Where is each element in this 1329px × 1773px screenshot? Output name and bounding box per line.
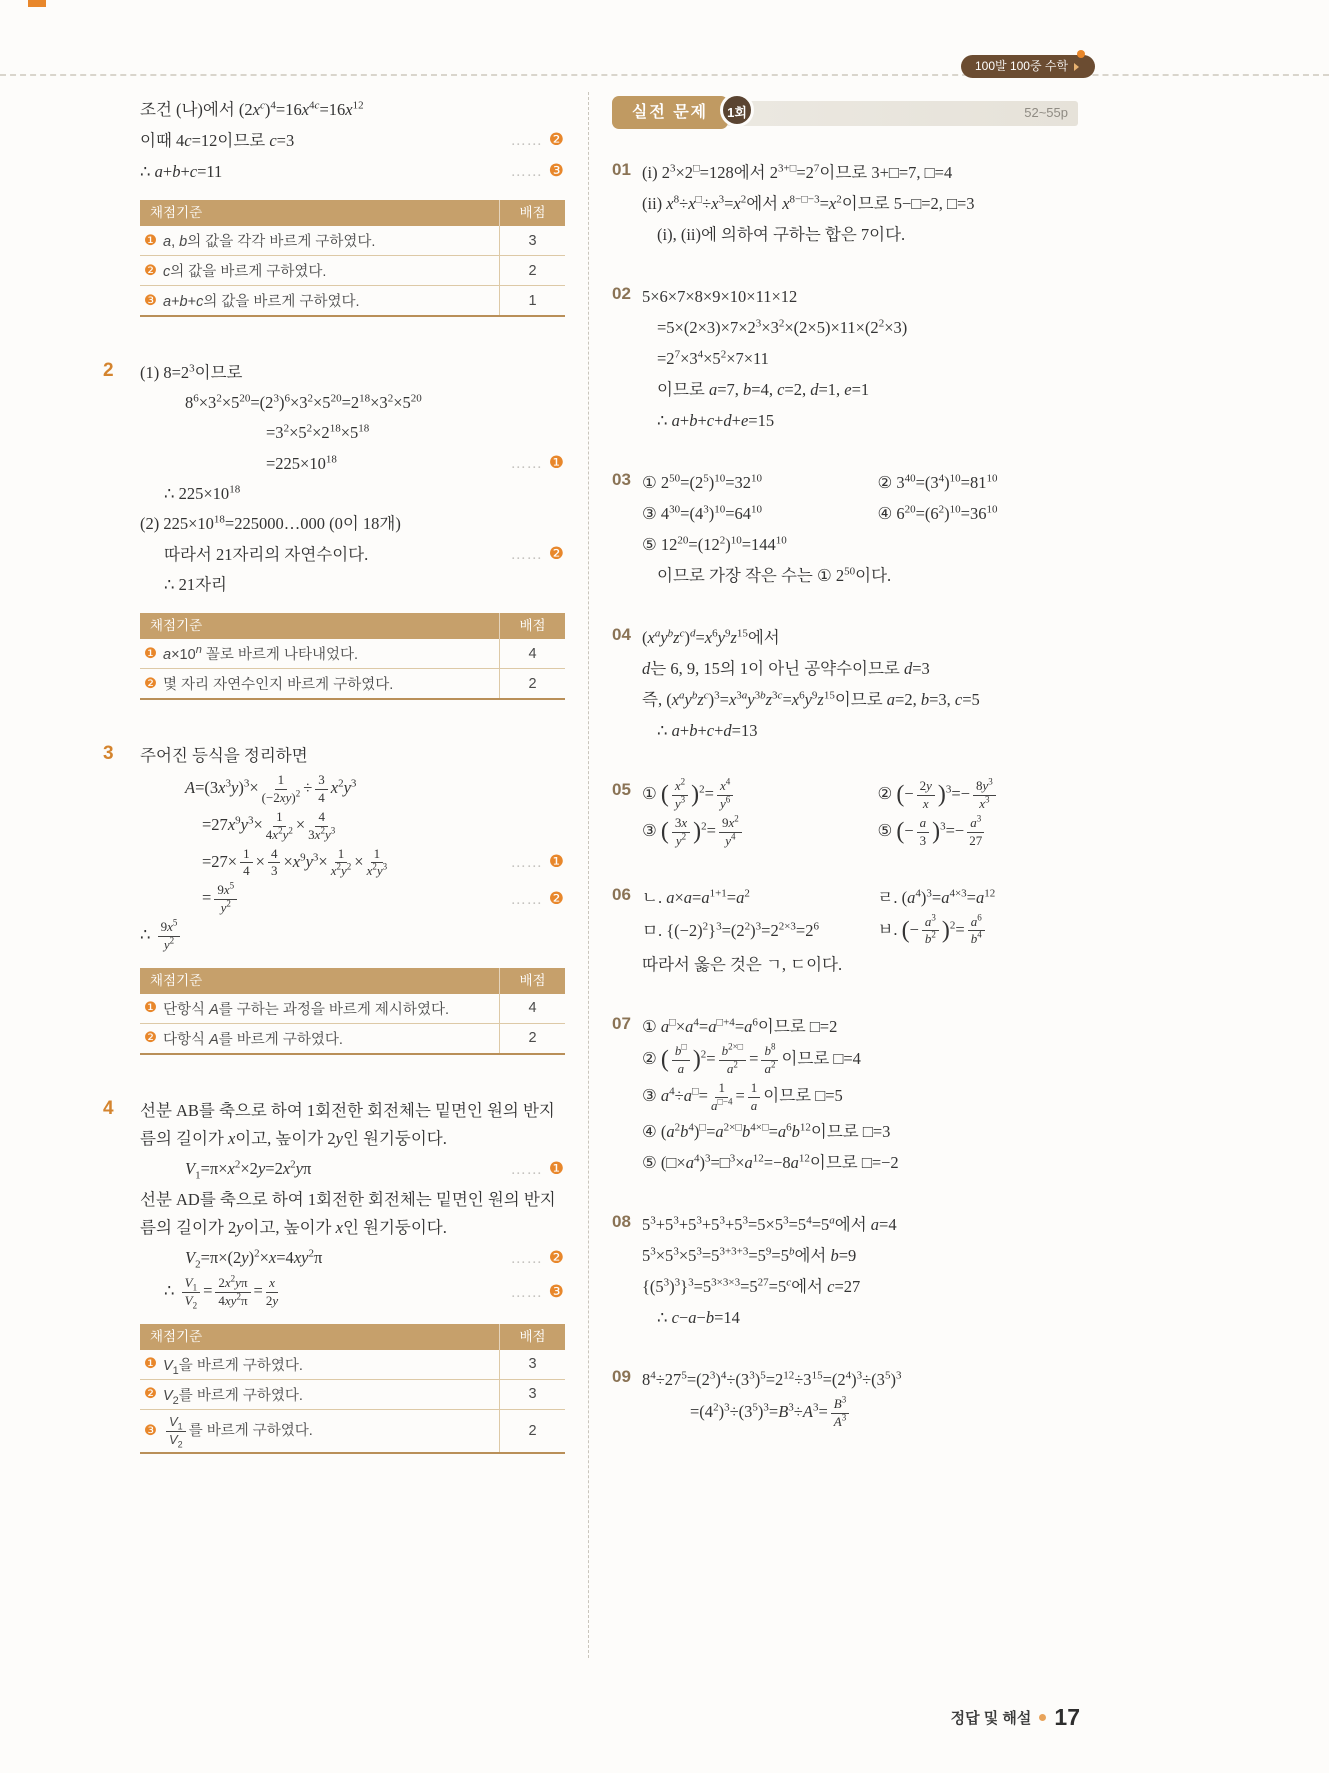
math-expression: ② (− $\frac{2y}{x}$ )$^3$=− $\frac{8y^3}{x^3}$ bbox=[877, 778, 1078, 813]
solution-line bbox=[642, 685, 1078, 714]
solution-content bbox=[642, 1210, 1078, 1334]
practice-problem bbox=[612, 883, 1078, 982]
math-expression: $(x^ay^bz^c)^d=x^6y^9z^{15}$에서 bbox=[642, 627, 780, 647]
solution-content bbox=[140, 96, 565, 188]
solution-line bbox=[642, 313, 1078, 342]
math-expression: $8^6\times 3^2\times 5^{20}=(2^3)^6\times 3^2\times 5^{20}=2^{18}\times 3^2\times 5^{20}$ bbox=[185, 392, 422, 412]
rubric-header-points: 배점 bbox=[499, 1324, 565, 1350]
rubric-row bbox=[140, 256, 565, 286]
rubric-header bbox=[140, 968, 565, 994]
math-expression: ∴ a+b+c=11 bbox=[140, 161, 223, 181]
chevron-right-icon bbox=[1074, 63, 1079, 71]
math-expression: (i), (ii)에 의하여 구하는 합은 7이다. bbox=[657, 225, 906, 244]
practice-problem bbox=[612, 282, 1078, 437]
math-expression: ① $2^{50}=(2^5)^{10}=32^{10}$ bbox=[642, 472, 763, 492]
solution-block bbox=[103, 96, 565, 188]
solution-line bbox=[140, 1244, 565, 1273]
solution-content bbox=[642, 623, 1078, 747]
math-expression: ∴ c−a−b=14 bbox=[657, 1307, 740, 1327]
rubric-label: ❷ 다항식 A를 바르게 구하였다. bbox=[144, 1030, 343, 1048]
problem-number: 09 bbox=[612, 1366, 631, 1386]
problem-number bbox=[103, 96, 140, 188]
rubric-row bbox=[140, 1350, 565, 1380]
math-expression: (1) $8=2^3$이므로 bbox=[140, 362, 243, 382]
rubric-row bbox=[140, 1024, 565, 1053]
rubric-points: 3 bbox=[499, 226, 565, 255]
practice-problem bbox=[612, 1210, 1078, 1334]
problem-number: 07 bbox=[612, 1014, 631, 1034]
solution-line bbox=[140, 571, 565, 599]
rubric-header-points: 배점 bbox=[499, 613, 565, 639]
step-mark: …… ❷ bbox=[510, 130, 565, 150]
practice-problem bbox=[612, 1012, 1078, 1179]
footer bbox=[860, 1704, 1080, 1731]
solution-line bbox=[642, 654, 1078, 683]
solution-line bbox=[642, 1396, 1078, 1431]
math-expression: = $\frac{9x^5}{y^2}$ bbox=[202, 882, 240, 917]
rubric-row bbox=[140, 669, 565, 698]
solution-line bbox=[642, 530, 1078, 559]
math-expression: d는 6, 9, 15의 1이 아닌 공약수이므로 d=3 bbox=[642, 659, 930, 678]
solution-line bbox=[140, 882, 565, 917]
math-expression: ∴ $225\times 10^{18}$ bbox=[164, 483, 241, 503]
math-expression: 따라서 21자리의 자연수이다. bbox=[164, 544, 369, 564]
math-expression: $\{(5^3)^3\}^3=5^{3\times 3\times 3}=5^{27}=5^c$에서 c=27 bbox=[642, 1276, 861, 1296]
problem-number: 04 bbox=[612, 625, 631, 644]
solution-line bbox=[642, 778, 1078, 813]
solution-content bbox=[140, 1097, 565, 1312]
rubric-header bbox=[140, 613, 565, 639]
solution-line bbox=[642, 1241, 1078, 1270]
solution-line bbox=[140, 1097, 565, 1153]
step-mark: …… ❷ bbox=[510, 1247, 565, 1268]
step-mark: …… ❶ bbox=[510, 852, 565, 873]
math-expression: $5^3+5^3+5^3+5^3+5^3=5\times 5^3=5^4=5^a$에서 a=4 bbox=[642, 1214, 897, 1234]
solution-line bbox=[642, 1043, 1078, 1078]
solution-line bbox=[140, 809, 565, 844]
solution-line bbox=[140, 919, 565, 954]
math-expression: $V_2=\pi\times(2y)^2\times x=4xy^2\pi$ bbox=[185, 1247, 323, 1271]
math-expression: ⑤ (− $\frac{a}{3}$ )$^3$=− $\frac{a^3}{27}$ bbox=[877, 813, 983, 848]
solution-content bbox=[140, 742, 565, 956]
practice-problem bbox=[612, 1365, 1078, 1433]
math-expression: ∴ a+b+c+d+e=15 bbox=[657, 411, 775, 430]
solution-line bbox=[642, 468, 1078, 497]
solution-line bbox=[140, 126, 565, 155]
math-expression: ④ $6^{20}=(6^2)^{10}=36^{10}$ bbox=[877, 503, 998, 523]
problem-number: 2 bbox=[103, 360, 114, 381]
rubric-points: 2 bbox=[499, 1024, 565, 1053]
problem-number: 4 bbox=[103, 1097, 114, 1119]
solution-line bbox=[140, 359, 565, 387]
footer-label: 정답 및 해설 bbox=[950, 1710, 1032, 1727]
rubric-header-criteria: 채점기준 bbox=[150, 205, 203, 220]
solution-line bbox=[140, 1155, 565, 1184]
math-expression: ㅁ. $\{(-2)^2\}^3=(2^2)^3=2^{2\times 3}=2^6$ bbox=[642, 920, 819, 941]
practice-problems-badge: 실전 문제 bbox=[612, 96, 728, 129]
solution-line bbox=[140, 1275, 565, 1310]
page-number: 17 bbox=[1054, 1704, 1080, 1730]
problem-number: 08 bbox=[612, 1211, 631, 1231]
solution-content bbox=[642, 778, 1078, 852]
solution-line bbox=[140, 510, 565, 538]
solution-line bbox=[642, 158, 1078, 187]
rubric-header-criteria: 채점기준 bbox=[150, 1328, 203, 1344]
practice-problem bbox=[612, 158, 1078, 251]
section-header bbox=[612, 96, 1078, 132]
round-number-badge: 1회 bbox=[720, 93, 754, 127]
solution-line bbox=[642, 282, 1078, 311]
rubric-row bbox=[140, 286, 565, 315]
rubric-table bbox=[140, 613, 565, 700]
problem-number: 02 bbox=[612, 284, 631, 303]
solution-line bbox=[642, 499, 1078, 528]
solution-line bbox=[642, 1012, 1078, 1041]
solution-content bbox=[642, 1365, 1078, 1433]
rubric-points: 2 bbox=[499, 256, 565, 285]
rubric-header bbox=[140, 200, 565, 226]
solution-line bbox=[642, 189, 1078, 218]
math-expression: 5×6×7×8×9×10×11×12 bbox=[642, 287, 798, 306]
math-expression: $=225\times 10^{18}$ bbox=[266, 453, 337, 473]
problem-number: 05 bbox=[612, 780, 631, 799]
math-expression: 선분 AD를 축으로 하여 1회전한 회전체는 밑면인 원의 반지름의 길이가 2y이고, 높이가 x인 원기둥이다. bbox=[140, 1189, 556, 1237]
rubric-header-points: 배점 bbox=[499, 968, 565, 994]
rubric-points: 2 bbox=[499, 1410, 565, 1453]
rubric-row bbox=[140, 639, 565, 669]
solution-line bbox=[642, 914, 1078, 949]
math-expression: ㄹ. $(a^4)^3=a^{4\times 3}=a^{12}$ bbox=[877, 887, 996, 907]
step-mark: …… ❷ bbox=[510, 889, 565, 910]
math-expression: $=27x^9y^3\times$ $\frac{1}{4x^2y^2}$ × $\frac{4}{3x^2y^3}$ bbox=[202, 808, 336, 842]
math-expression: ① ( $\frac{x^2}{y^3}$ )$^2$= $\frac{x^4}{y^6}$ bbox=[642, 778, 877, 813]
rubric-table bbox=[140, 1324, 565, 1455]
page-range: 52~55p bbox=[1024, 105, 1068, 120]
problem-list bbox=[612, 158, 1078, 1433]
solution-line bbox=[642, 716, 1078, 745]
math-expression: ∴ 21자리 bbox=[164, 575, 228, 594]
math-expression: ③ ( $\frac{3x}{y^2}$ )$^2$= $\frac{9x^2}{y^4}$ bbox=[642, 815, 877, 850]
solution-content bbox=[642, 158, 1078, 251]
solution-content bbox=[642, 883, 1078, 982]
math-expression: 이므로 가장 작은 수는 ① $2^{50}$이다. bbox=[657, 565, 892, 585]
math-expression: 주어진 등식을 정리하면 bbox=[140, 746, 308, 765]
rubric-label: ❷ c의 값을 바르게 구하였다. bbox=[144, 262, 327, 280]
solution-line bbox=[140, 772, 565, 807]
solution-block bbox=[103, 742, 565, 956]
problem-number: 03 bbox=[612, 470, 631, 489]
rubric-points: 4 bbox=[499, 639, 565, 668]
solution-line bbox=[642, 1303, 1078, 1332]
math-expression: 이므로 a=7, b=4, c=2, d=1, e=1 bbox=[657, 380, 870, 399]
brand-badge-label: 100발 100중 수학 bbox=[975, 59, 1069, 73]
solution-line bbox=[140, 1186, 565, 1242]
math-expression: ③ $4^{30}=(4^3)^{10}=64^{10}$ bbox=[642, 503, 763, 523]
rubric-label: ❷ $V_2$를 바르게 구하였다. bbox=[144, 1386, 303, 1407]
corner-mark bbox=[28, 0, 46, 7]
rubric-label: ❸ $\frac{V_1}{V_2}$ 를 바르게 구하였다. bbox=[144, 1413, 313, 1450]
step-mark: …… ❷ bbox=[510, 544, 565, 564]
solution-line bbox=[642, 1210, 1078, 1239]
solution-content bbox=[140, 359, 565, 601]
rubric-label: ❶ 단항식 A를 구하는 과정을 바르게 제시하였다. bbox=[144, 1000, 449, 1018]
math-expression: $8^4\div 27^5=(2^3)^4\div(3^3)^5=2^{12}\div 3^{15}=(2^4)^3\div(3^5)^3$ bbox=[642, 1369, 902, 1389]
solution-block bbox=[103, 359, 565, 601]
rubric-points: 3 bbox=[499, 1380, 565, 1409]
math-expression: $=(4^2)^3\div(3^5)^3=B^3\div A^3=$ $\frac{B^3}{A^3}$ bbox=[690, 1396, 852, 1431]
problem-number: 3 bbox=[103, 743, 114, 764]
rubric-table bbox=[140, 200, 565, 317]
math-expression: ∴ $\frac{V_1}{V_2}$ = $\frac{2x^2y\pi}{4xy^2\pi}$ = $\frac{x}{2y}$ bbox=[164, 1273, 279, 1311]
math-expression: ㄴ. $a\times a=a^{1+1}=a^2$ bbox=[642, 887, 750, 907]
solution-line bbox=[140, 480, 565, 508]
solution-line bbox=[642, 406, 1078, 435]
solution-line bbox=[140, 846, 565, 881]
solution-line bbox=[140, 389, 565, 417]
solution-line bbox=[642, 623, 1078, 652]
math-expression: ④ $(a^2b^4)^□=a^{2\times□}b^{4\times□}=a^6b^{12}$이므로 □=3 bbox=[642, 1121, 891, 1141]
solution-line bbox=[642, 883, 1078, 912]
practice-problem bbox=[612, 468, 1078, 592]
math-expression: $5^3\times 5^3\times 5^3=5^{3+3+3}=5^9=5^b$에서 b=9 bbox=[642, 1245, 857, 1265]
solution-line bbox=[140, 96, 565, 124]
rubric-row bbox=[140, 1380, 565, 1410]
solution-line bbox=[642, 1365, 1078, 1394]
rubric-points: 1 bbox=[499, 286, 565, 315]
rubric-label: ❶ $V_1$을 바르게 구하였다. bbox=[144, 1356, 303, 1377]
perforation-line bbox=[0, 74, 1329, 76]
math-expression: $V_1=\pi\times x^2\times 2y=2x^2y\pi$ bbox=[185, 1158, 312, 1182]
math-expression: (i) $2^3\times 2^□=128$에서 $2^{3+□}=2^7$이므로 3+□=7, □=4 bbox=[642, 162, 953, 182]
math-expression: $=5\times(2\times 3)\times 7\times 2^3\times 3^2\times(2\times 5)\times 11\times(2^2\times 3)$ bbox=[657, 317, 908, 337]
step-mark: …… ❸ bbox=[510, 1281, 565, 1302]
rubric-table bbox=[140, 968, 565, 1055]
solution-line bbox=[642, 1117, 1078, 1146]
math-expression: 따라서 옳은 것은 ㄱ, ㄷ이다. bbox=[642, 955, 843, 975]
rubric-header-criteria: 채점기준 bbox=[150, 972, 203, 988]
solution-content bbox=[642, 468, 1078, 592]
rubric-row bbox=[140, 994, 565, 1024]
solution-line bbox=[642, 220, 1078, 249]
solution-line bbox=[140, 419, 565, 447]
footer-dot-icon bbox=[1039, 1714, 1046, 1721]
math-expression: 이때 4c=12이므로 c=3 bbox=[140, 130, 295, 150]
right-column bbox=[612, 96, 1078, 1464]
solution-line bbox=[642, 1148, 1078, 1177]
orange-dot-icon bbox=[1077, 50, 1085, 58]
rubric-header-criteria: 채점기준 bbox=[150, 618, 203, 633]
math-expression: $A=(3x^3y)^3\times$ $\frac{1}{(-2xy)^2}$ ÷ $\frac{3}{4}$ $x^2y^3$ bbox=[185, 772, 357, 805]
rubric-points: 3 bbox=[499, 1350, 565, 1379]
math-expression: ③ $a^4\div a^□=$ $\frac{1}{a^{□-4}}$ = $\frac{1}{a}$ 이므로 □=5 bbox=[642, 1080, 843, 1114]
rubric-label: ❸ a+b+c의 값을 바르게 구하였다. bbox=[144, 292, 360, 310]
math-expression: $=3^2\times 5^2\times 2^{18}\times 5^{18}$ bbox=[266, 422, 370, 442]
problem-number: 06 bbox=[612, 884, 631, 904]
practice-problem bbox=[612, 623, 1078, 747]
rubric-row bbox=[140, 1410, 565, 1453]
math-expression: ② $3^{40}=(3^4)^{10}=81^{10}$ bbox=[877, 472, 998, 492]
problem-number: 01 bbox=[612, 160, 631, 179]
math-expression: ∴ $\frac{9x^5}{y^2}$ bbox=[140, 919, 183, 954]
math-expression: $=2^7\times 3^4\times 5^2\times 7\times 11$ bbox=[657, 348, 769, 368]
math-expression: ㅂ. (− $\frac{a^3}{b^2}$ )$^2$= $\frac{a^6}{b^4}$ bbox=[877, 914, 1078, 949]
solution-line bbox=[642, 815, 1078, 850]
solution-content bbox=[642, 1012, 1078, 1179]
math-expression: ∴ a+b+c+d=13 bbox=[657, 721, 758, 740]
solution-line bbox=[642, 1272, 1078, 1301]
solution-line bbox=[140, 449, 565, 478]
solution-line bbox=[642, 1080, 1078, 1115]
rubric-points: 2 bbox=[499, 669, 565, 698]
math-expression: ⑤ $(□\times a^4)^3=□^3\times a^{12}=-8a^{12}$이므로 □=−2 bbox=[642, 1152, 899, 1172]
rubric-label: ❶ a, b의 값을 각각 바르게 구하였다. bbox=[144, 232, 376, 250]
solution-line bbox=[140, 157, 565, 186]
rubric-header-points: 배점 bbox=[499, 200, 565, 226]
rubric-row bbox=[140, 226, 565, 256]
solution-line bbox=[642, 950, 1078, 979]
math-expression: 즉, $(x^ay^bz^c)^3=x^{3a}y^{3b}z^{3c}=x^6y^9z^{15}$이므로 a=2, b=3, c=5 bbox=[642, 689, 980, 709]
solution-block bbox=[103, 1097, 565, 1312]
solution-line bbox=[642, 561, 1078, 590]
math-expression: (ii) $x^8\div x^□\div x^3=x^2$에서 $x^{8-□-3}=x^2$이므로 5−□=2, □=3 bbox=[642, 193, 975, 213]
math-expression: 조건 (나)에서 $(2x^c)^4=16x^{4c}=16x^{12}$ bbox=[140, 99, 364, 119]
rubric-points: 4 bbox=[499, 994, 565, 1023]
solution-line bbox=[642, 344, 1078, 373]
practice-problem bbox=[612, 778, 1078, 852]
left-column bbox=[103, 96, 565, 1496]
solution-line bbox=[642, 375, 1078, 404]
math-expression: 선분 AB를 축으로 하여 1회전한 회전체는 밑면인 원의 반지름의 길이가 x이고, 높이가 2y인 원기둥이다. bbox=[140, 1100, 555, 1148]
step-mark: …… ❶ bbox=[510, 1158, 565, 1179]
rubric-label: ❶ $a\times 10^n$ 꼴로 바르게 나타내었다. bbox=[144, 644, 358, 663]
rubric-label: ❷ 몇 자리 자연수인지 바르게 구하였다. bbox=[144, 675, 394, 693]
solution-line bbox=[140, 742, 565, 770]
math-expression: ⑤ $12^{20}=(12^2)^{10}=144^{10}$ bbox=[642, 534, 787, 554]
math-expression: (2) $225\times 10^{18}=225000\dots 000$ (0이 18개) bbox=[140, 513, 401, 533]
rubric-header bbox=[140, 1324, 565, 1350]
step-mark: …… ❸ bbox=[510, 161, 565, 181]
math-expression: ② ( $\frac{b^□}{a}$ )$^2$= $\frac{b^{2\times□}}{a^2}$ = $\frac{b^8}{a^2}$ 이므로 □=4 bbox=[642, 1042, 861, 1077]
math-expression: =27× $\frac{1}{4}$ × $\frac{4}{3}$ $\times x^9y^3\times$ $\frac{1}{x^2y^2}$ × $\frac{1}{x^2y^3}$ bbox=[202, 845, 388, 879]
solution-line bbox=[140, 540, 565, 569]
step-mark: …… ❶ bbox=[510, 453, 565, 473]
math-expression: ① $a^□\times a^4=a^{□+4}=a^6$이므로 □=2 bbox=[642, 1016, 838, 1037]
brand-badge bbox=[961, 55, 1095, 78]
solution-content bbox=[642, 282, 1078, 437]
column-divider bbox=[588, 92, 589, 1658]
